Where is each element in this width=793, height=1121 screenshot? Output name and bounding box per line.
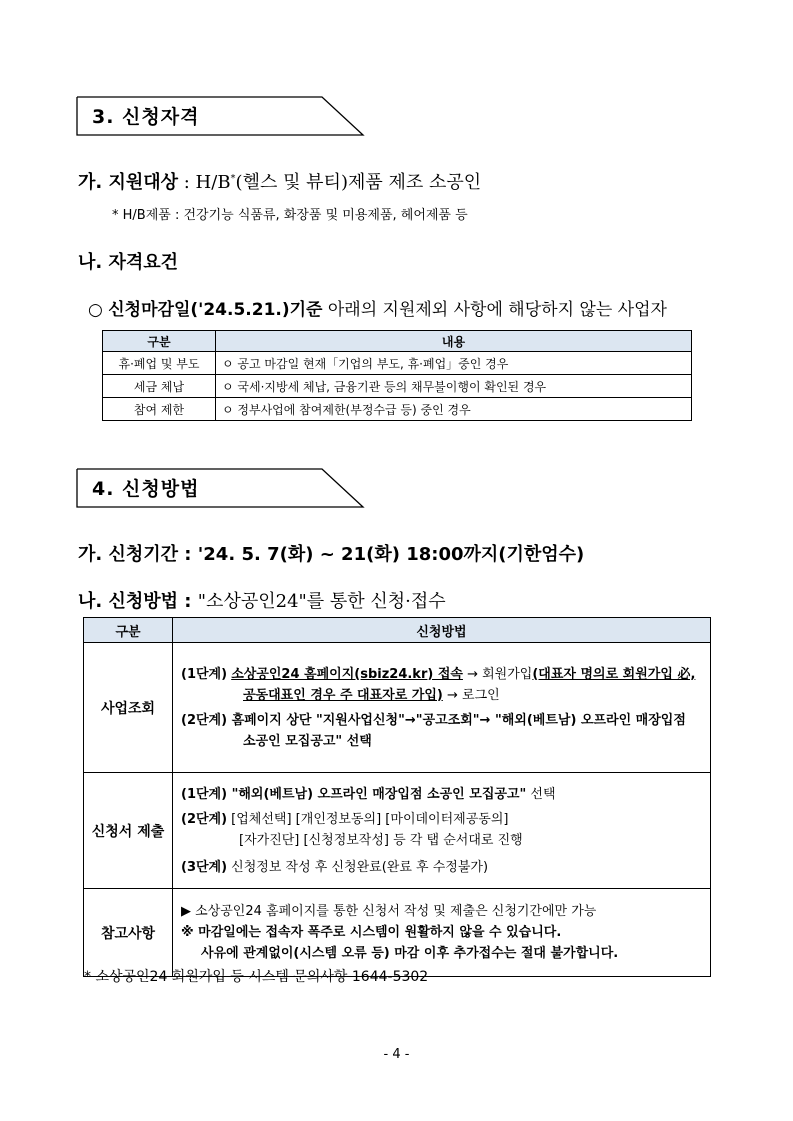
table-row <box>103 398 692 421</box>
step-1-rest: 선택 <box>526 786 556 802</box>
submit-step-2-cont: [자가진단] [신청정보작성] 등 각 탭 순서대로 진행 <box>239 832 523 848</box>
table-header-row <box>84 618 711 643</box>
table-row <box>84 773 711 889</box>
row-category: 신청서 제출 <box>84 773 173 889</box>
table-header-category: 구분 <box>84 618 173 643</box>
table-header-row <box>103 331 692 352</box>
signup-note: (대표자 명의로 회원가입 必, 공동대표인 경우 주 대표자로 가입) <box>243 666 696 703</box>
row-category: 사업조회 <box>84 643 173 773</box>
application-method-line <box>78 587 446 613</box>
section-3-title: 3. 신청자격 <box>92 106 200 128</box>
table-header-method: 신청방법 <box>173 618 711 643</box>
row-category: 참고사항 <box>84 889 173 977</box>
step-label: (3단계) <box>181 859 228 875</box>
submit-step-3 <box>181 857 702 878</box>
table-row <box>84 643 711 773</box>
application-method-label: 나. 신청방법 : <box>78 591 198 612</box>
criteria-text: 아래의 지원제외 사항에 해당하지 않는 사업자 <box>322 300 667 320</box>
note-line-1: ▶ 소상공인24 홈페이지를 통한 신청서 작성 및 제출은 신청기간에만 가능 <box>181 904 597 919</box>
section-3-header <box>76 96 366 136</box>
step-3-text: 신청정보 작성 후 신청완료(완료 후 수정불가) <box>227 859 489 875</box>
support-target-asterisk: * <box>230 173 236 184</box>
support-target-prefix: : H/B <box>178 172 231 193</box>
bullet-circle: ○ <box>88 300 103 320</box>
row-content: ㅇ 정부사업에 참여제한(부정수급 등) 중인 경우 <box>216 398 692 421</box>
exclusion-table <box>102 330 692 421</box>
business-lookup-steps <box>173 643 711 773</box>
application-method-table <box>83 617 711 977</box>
note-line-2: ※ 마감일에는 접속자 폭주로 시스템이 원활하지 않을 수 있습니다. <box>181 925 562 940</box>
note-line-3: 사유에 관계없이(시스템 오류 등) 마감 이후 추가접수는 절대 불가합니다. <box>201 946 619 961</box>
support-target-label: 가. 지원대상 <box>78 172 179 193</box>
system-inquiry-footnote: * 소상공인24 회원가입 등 시스템 문의사항 1644-5302 <box>84 969 429 985</box>
row-category: 참여 제한 <box>103 398 216 421</box>
step-2-line-1: [업체선택] [개인정보동의] [마이데이터제공동의] <box>227 811 509 827</box>
login-text: → 로그인 <box>442 687 500 703</box>
eligibility-criteria <box>88 295 667 320</box>
row-category: 휴·폐업 및 부도 <box>103 352 216 375</box>
step-label: (1단계) <box>181 666 228 682</box>
submission-steps <box>173 773 711 889</box>
row-content: ㅇ 공고 마감일 현재「기업의 부도, 휴·폐업」중인 경우 <box>216 352 692 375</box>
support-target-text: (헬스 및 뷰티)제품 제조 소공인 <box>235 172 482 193</box>
lookup-step-1 <box>181 664 702 706</box>
step-label: (2단계) <box>181 811 228 827</box>
hb-footnote: * H/B제품 : 건강기능 식품류, 화장품 및 미용제품, 헤어제품 등 <box>112 208 468 223</box>
section-4-header <box>76 468 366 508</box>
table-header-content: 내용 <box>216 331 692 352</box>
table-row <box>103 352 692 375</box>
table-row <box>84 889 711 977</box>
row-category: 세금 체납 <box>103 375 216 398</box>
application-period: 가. 신청기간 : '24. 5. 7(화) ~ 21(화) 18:00까지(기한엄수) <box>78 544 585 565</box>
lookup-step-2: (2단계) 홈페이지 상단 "지원사업신청"→"공고조회"→ "해외(베트남) 오프라인 매장입점 소공인 모집공고" 선택 <box>181 712 686 749</box>
page-number: - 4 - <box>383 1047 410 1062</box>
table-row <box>103 375 692 398</box>
submit-step-1 <box>181 784 702 805</box>
row-content: ㅇ 국세·지방세 체납, 금융기관 등의 채무불이행이 확인된 경우 <box>216 375 692 398</box>
sbiz24-link-text: 소상공인24 홈페이지(sbiz24.kr) 접속 <box>231 666 463 682</box>
submit-step-2 <box>181 809 702 830</box>
notes-cell <box>173 889 711 977</box>
section-4-title: 4. 신청방법 <box>92 478 200 500</box>
eligibility-heading: 나. 자격요건 <box>78 252 179 273</box>
step-1-bold: (1단계) "해외(베트남) 오프라인 매장입점 소공인 모집공고" <box>181 786 527 802</box>
signup-text: → 회원가입 <box>462 666 533 682</box>
criteria-date: 신청마감일('24.5.21.)기준 <box>108 300 323 320</box>
table-header-category: 구분 <box>103 331 216 352</box>
support-target-line <box>78 168 481 194</box>
application-method-text: "소상공인24"를 통한 신청·접수 <box>197 591 446 612</box>
